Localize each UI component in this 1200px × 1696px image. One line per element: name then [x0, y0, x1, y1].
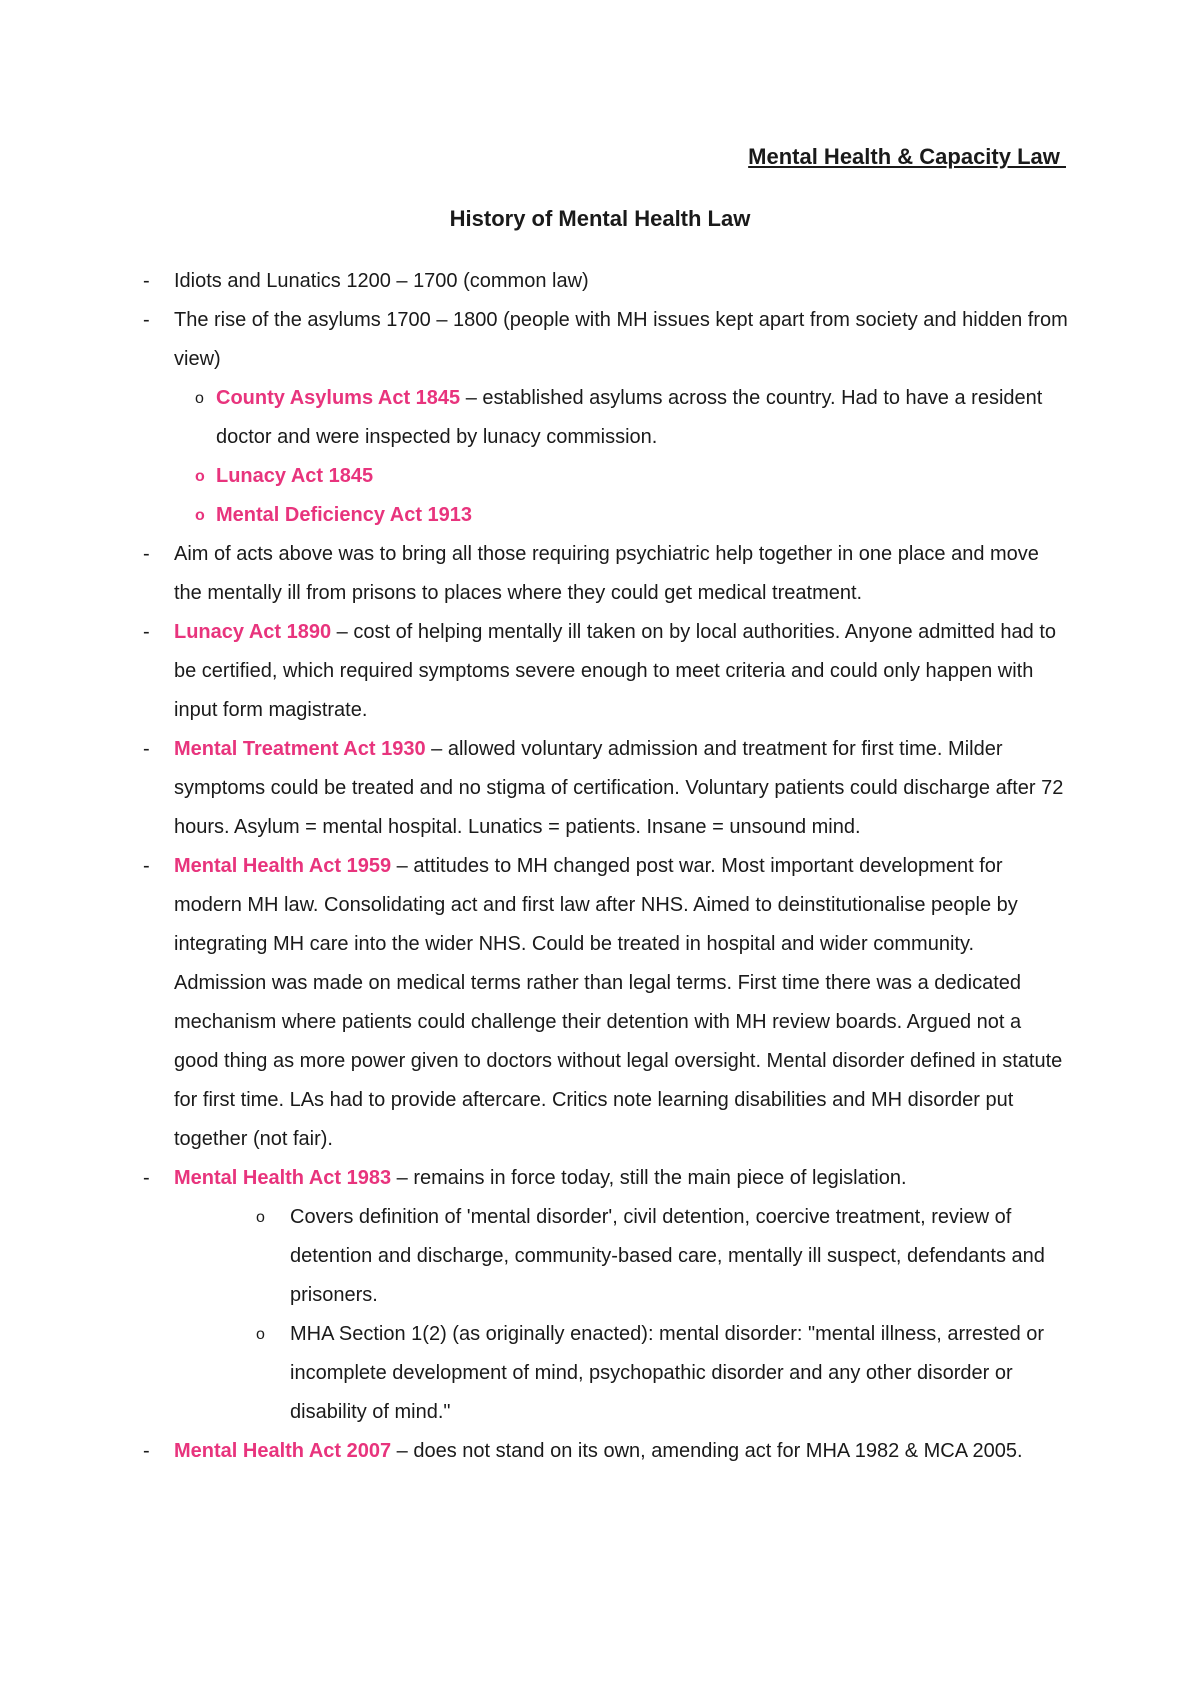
- list-item: [0, 1432, 1070, 1471]
- act-name: Mental Health Act 1983: [174, 1167, 392, 1189]
- sub-list-item: [0, 379, 1070, 457]
- item-text: – does not stand on its own, amending act for MHA 1982 & MCA 2005.: [391, 1440, 1023, 1462]
- act-name: Mental Health Act 2007: [174, 1440, 392, 1462]
- act-name: Mental Treatment Act 1930: [174, 738, 426, 760]
- list-item: [0, 262, 1070, 301]
- bullet-circle: o: [256, 1326, 265, 1343]
- bullet-circle: o: [256, 1209, 265, 1226]
- act-name: Lunacy Act 1890: [174, 621, 332, 643]
- list-item: [0, 301, 1070, 379]
- sub-list-item: [0, 1198, 1070, 1315]
- list-item: [0, 1159, 1070, 1198]
- list-item: [0, 613, 1070, 730]
- item-text: – attitudes to MH changed post war. Most important development for modern MH law. Consolidating act and first law after NHS. Aimed to deinstitutionalise people by integrating MH care into the wider NHS. Could be treated in hospital and wider community. Admission was made on medical terms rather than legal terms. First time there was a dedicated mechanism where patients could challenge their detention with MH review boards. Argued not a good thing as more power given to doctors without legal oversight. Mental disorder defined in statute for first time. LAs had to provide aftercare. Critics note learning disabilities and MH disorder put together (not fair).: [174, 855, 1063, 1150]
- list-item: [0, 847, 1070, 1159]
- act-name: Lunacy Act 1845: [216, 465, 374, 487]
- bullet-dash: -: [143, 855, 150, 877]
- bullet-circle: o: [195, 468, 205, 485]
- item-text: The rise of the asylums 1700 – 1800 (people with MH issues kept apart from society and hidden from view): [174, 309, 1068, 370]
- list-item: [0, 730, 1070, 847]
- item-text: – remains in force today, still the main piece of legislation.: [391, 1167, 907, 1189]
- bullet-circle: o: [195, 507, 205, 524]
- sub-list-item: [0, 1315, 1070, 1432]
- bullet-dash: -: [143, 621, 150, 643]
- bullet-dash: -: [143, 543, 150, 565]
- sub-list-item: [0, 457, 1070, 496]
- bullet-dash: -: [143, 1440, 150, 1462]
- bullet-dash: -: [143, 738, 150, 760]
- item-text: – cost of helping mentally ill taken on by local authorities. Anyone admitted had to be certified, which required symptoms severe enough to meet criteria and could only happen with input form magistrate.: [174, 621, 1056, 721]
- bullet-circle: o: [195, 390, 204, 407]
- list-item: [0, 535, 1070, 613]
- item-text: – allowed voluntary admission and treatment for first time. Milder symptoms could be treated and no stigma of certification. Voluntary patients could discharge after 72 hours. Asylum = mental hospital. Lunatics = patients. Insane = unsound mind.: [174, 738, 1064, 838]
- item-text: MHA Section 1(2) (as originally enacted): mental disorder: "mental illness, arrested or incomplete development of mind, psychopathic disorder and any other disorder or disability of mind.": [290, 1323, 1045, 1423]
- act-name: Mental Health Act 1959: [174, 855, 392, 877]
- item-text: – established asylums across the country. Had to have a resident doctor and were inspected by lunacy commission.: [216, 387, 1043, 448]
- item-text: Idiots and Lunatics 1200 – 1700 (common law): [174, 270, 589, 292]
- act-name: County Asylums Act 1845: [216, 387, 461, 409]
- item-text: Covers definition of 'mental disorder', civil detention, coercive treatment, review of detention and discharge, community-based care, mentally ill suspect, defendants and prisoners.: [290, 1206, 1045, 1306]
- bullet-dash: -: [143, 309, 150, 331]
- section-heading: History of Mental Health Law: [449, 206, 751, 231]
- act-name: Mental Deficiency Act 1913: [216, 504, 473, 526]
- item-text: Aim of acts above was to bring all those requiring psychiatric help together in one place and move the mentally ill from prisons to places where they could get medical treatment.: [174, 543, 1039, 604]
- bullet-dash: -: [143, 270, 150, 292]
- document-body: [0, 262, 1200, 1471]
- sub-list-item: [0, 496, 1070, 535]
- document-title: Mental Health & Capacity Law: [748, 144, 1066, 169]
- bullet-dash: -: [143, 1167, 150, 1189]
